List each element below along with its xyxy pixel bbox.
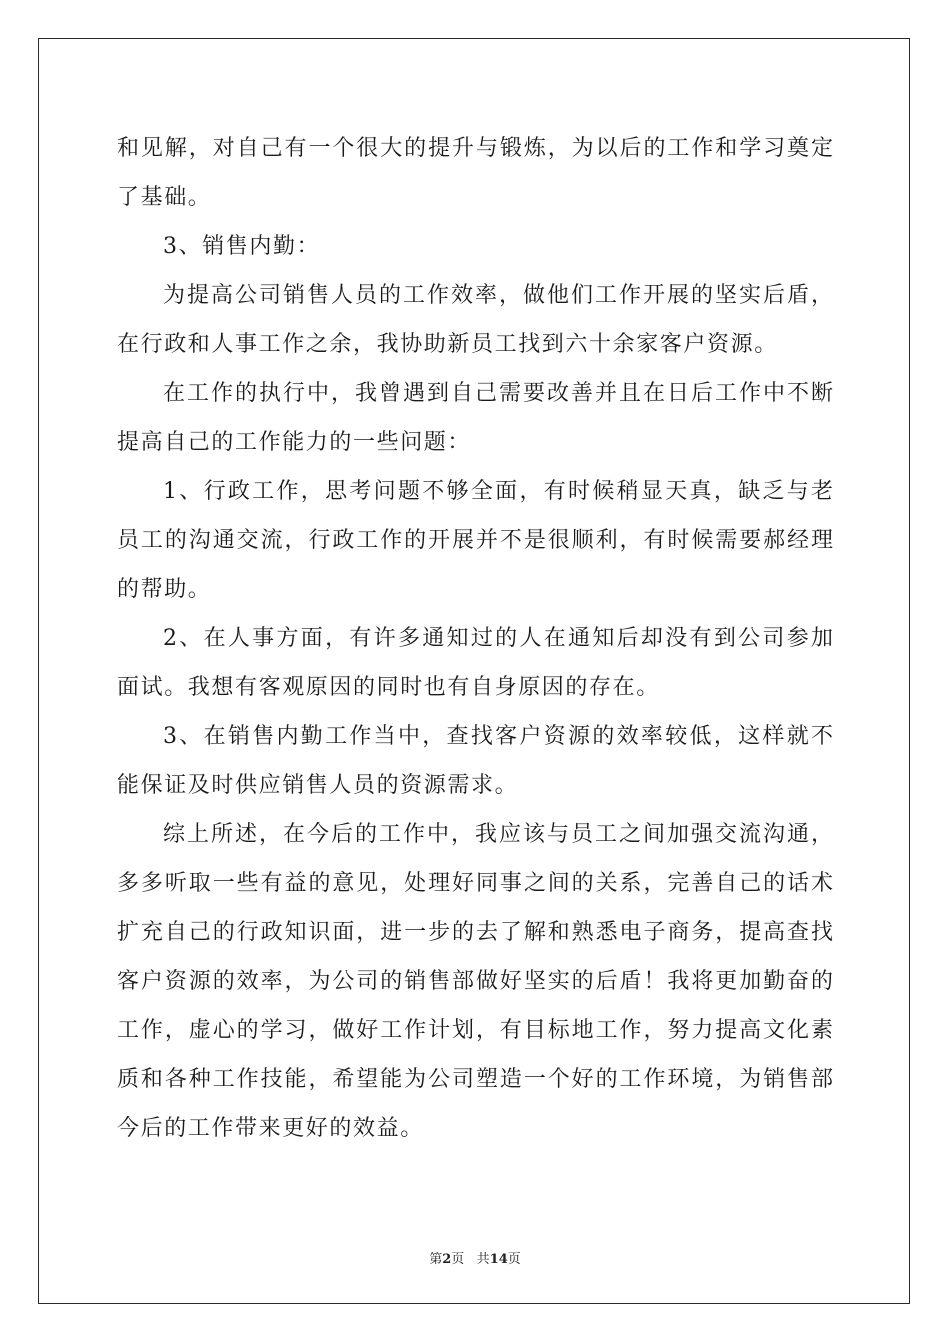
text-line: 综上所述，在今后的工作中，我应该与员工之间加强交流沟通，	[163, 822, 833, 847]
footer-total-suffix: 页	[507, 1252, 521, 1267]
text-line: 1、行政工作，思考问题不够全面，有时候稍显天真，缺乏与老	[163, 479, 833, 504]
text-line: 为提高公司销售人员的工作效率，做他们工作开展的坚实后盾，	[163, 283, 833, 308]
footer-total-prefix: 共	[476, 1252, 490, 1267]
text-line: 了基础。	[117, 185, 212, 210]
text-line: 和见解，对自己有一个很大的提升与锻炼，为以后的工作和学习奠定	[117, 136, 833, 161]
text-line: 2、在人事方面，有许多通知过的人在通知后却没有到公司参加	[163, 626, 833, 651]
text-line: 在行政和人事工作之余，我协助新员工找到六十余家客户资源。	[117, 332, 778, 357]
text-line: 扩充自己的行政知识面，进一步的去了解和熟悉电子商务，提高查找	[117, 920, 833, 945]
text-line: 3、在销售内勤工作当中，查找客户资源的效率较低，这样就不	[163, 724, 833, 749]
text-line: 面试。我想有客观原因的同时也有自身原因的存在。	[117, 675, 660, 700]
text-line: 3、销售内勤：	[163, 234, 321, 259]
text-line: 质和各种工作技能，希望能为公司塑造一个好的工作环境，为销售部	[117, 1067, 833, 1092]
footer-page-prefix: 第	[429, 1252, 443, 1267]
footer-page-current: 2	[442, 1252, 452, 1267]
footer-page-total: 14	[489, 1252, 508, 1267]
footer-spacer	[464, 1252, 476, 1267]
text-line: 多多听取一些有益的意见，处理好同事之间的关系，完善自己的话术	[117, 871, 833, 896]
text-line: 能保证及时供应销售人员的资源需求。	[117, 773, 519, 798]
page-footer	[0, 1248, 950, 1267]
text-line: 员工的沟通交流，行政工作的开展并不是很顺利，有时候需要郝经理	[117, 528, 833, 553]
text-line: 客户资源的效率，为公司的销售部做好坚实的后盾！我将更加勤奋的	[117, 969, 833, 994]
text-line: 在工作的执行中，我曾遇到自己需要改善并且在日后工作中不断	[163, 381, 833, 406]
text-line: 提高自己的工作能力的一些问题：	[117, 430, 472, 455]
text-line: 今后的工作带来更好的效益。	[117, 1116, 424, 1141]
text-line: 工作，虚心的学习，做好工作计划，有目标地工作，努力提高文化素	[117, 1018, 833, 1043]
footer-page-suffix: 页	[451, 1252, 465, 1267]
document-body	[117, 124, 833, 1153]
text-line: 的帮助。	[117, 577, 212, 602]
